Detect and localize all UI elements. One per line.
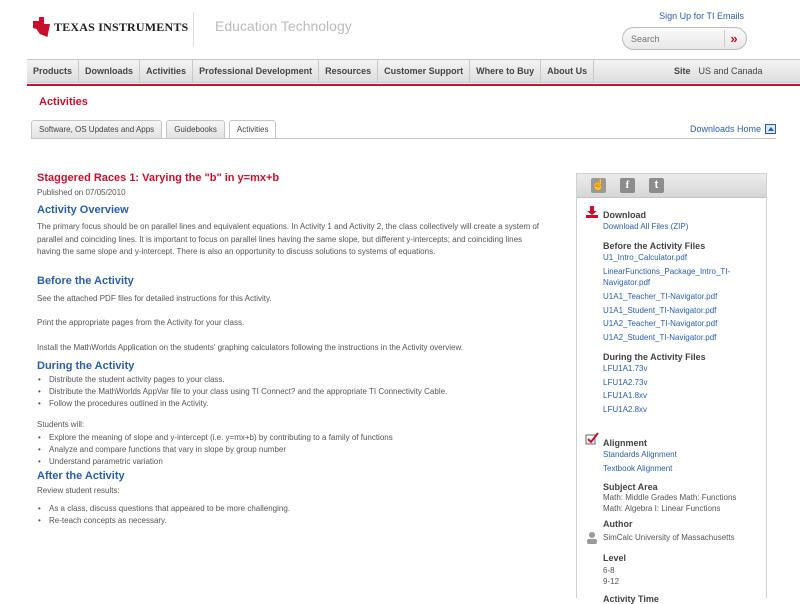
- activity-title: Staggered Races 1: Varying the "b" in y=mx+b: [37, 172, 280, 184]
- list-item: • Follow the procedures outlined in the Activity.: [37, 398, 542, 410]
- file-link[interactable]: LFU1A2.8xv: [603, 404, 648, 414]
- like-icon[interactable]: ☝: [591, 179, 606, 191]
- site-value: US and Canada: [698, 66, 763, 76]
- download-section: [603, 210, 753, 416]
- download-icon: [585, 205, 599, 219]
- overview-text: The primary focus should be on parallel lines and equivalent equations. In Activity 1 and Activity 2, the class collectively will create a system of parallel and coinciding lines. It is important to focus on parallel lines having the same slope, but different y-intercepts; and coinciding lines having the same slope and y-intercept. There is also an opportunity to discuss solutions to systems of equations.: [37, 222, 540, 256]
- subject-heading: Subject Area: [603, 482, 658, 492]
- file-link[interactable]: LFU1A2.73v: [603, 377, 648, 387]
- site-selector[interactable]: [674, 60, 763, 82]
- nav-activities[interactable]: Activities: [140, 60, 193, 82]
- list-item: • Distribute the MathWorlds AppVar file to your class using TI Connect? and the appropriate TI Connectivity Cable.: [37, 386, 542, 398]
- overview-heading: Activity Overview: [37, 204, 129, 216]
- ti-logo-icon: [33, 17, 50, 37]
- main-nav: [27, 59, 800, 83]
- file-link[interactable]: LinearFunctions_Package_Intro_TI-Navigator.pdf: [603, 267, 731, 287]
- before-para-2: Print the appropriate pages from the Activity for your class.: [37, 318, 245, 327]
- tab-bar: [31, 120, 280, 139]
- file-link[interactable]: U1A2_Student_TI-Navigator.pdf: [603, 332, 717, 342]
- home-icon: [765, 124, 776, 134]
- tab-software-os-updates[interactable]: Software, OS Updates and Apps: [31, 120, 162, 138]
- alignment-section: [603, 438, 736, 604]
- site-label: Site: [674, 66, 691, 76]
- activity-time-heading: Activity Time: [603, 594, 659, 604]
- download-all-link[interactable]: Download All Files (ZIP): [603, 222, 689, 231]
- nav-resources[interactable]: Resources: [319, 60, 378, 82]
- section-title: Education Technology: [215, 18, 352, 34]
- download-heading: Download: [603, 210, 646, 220]
- activity-sidebar: [576, 173, 767, 604]
- facebook-icon[interactable]: f: [620, 178, 635, 193]
- published-date: Published on 07/05/2010: [37, 188, 126, 197]
- before-heading: Before the Activity: [37, 274, 134, 287]
- author-icon: [585, 531, 599, 545]
- students-will: Students will:: [37, 420, 85, 429]
- students-list: [37, 432, 542, 468]
- header-divider: [193, 12, 194, 46]
- tab-guidebooks[interactable]: Guidebooks: [166, 120, 225, 138]
- downloads-home-label: Downloads Home: [690, 124, 762, 134]
- list-item: • Distribute the student activity pages to your class.: [37, 374, 542, 386]
- nav-about-us[interactable]: About Us: [541, 60, 594, 82]
- nav-professional-development[interactable]: Professional Development: [193, 60, 319, 82]
- file-link[interactable]: LFU1A1.73v: [603, 364, 648, 373]
- standards-alignment-link[interactable]: Standards Alignment: [603, 450, 677, 459]
- after-text: Review student results:: [37, 485, 120, 495]
- ti-logo[interactable]: [33, 17, 188, 37]
- alignment-heading: Alignment: [603, 438, 647, 448]
- tab-activities[interactable]: Activities: [229, 120, 277, 139]
- search-box: [622, 27, 747, 50]
- nav-downloads[interactable]: Downloads: [79, 60, 140, 82]
- author-heading: Author: [603, 519, 633, 529]
- file-link[interactable]: U1_Intro_Calculator.pdf: [603, 252, 688, 262]
- list-item: • Re-teach concepts as necessary.: [37, 515, 542, 527]
- author-name: SimCalc University of Massachusetts: [603, 533, 735, 542]
- during-files-heading: During the Activity Files: [603, 352, 706, 362]
- tabs-divider: [31, 138, 776, 139]
- subject-item: Math: Middle Grades Math: Functions: [603, 493, 737, 502]
- level-item: 6-8: [603, 566, 615, 575]
- brand-name: TEXAS INSTRUMENTS: [54, 19, 189, 34]
- file-link[interactable]: LFU1A1.8xv: [603, 391, 648, 400]
- nav-underline: [27, 84, 800, 86]
- file-link[interactable]: U1A1_Teacher_TI-Navigator.pdf: [603, 292, 718, 301]
- activity-content: [37, 172, 542, 527]
- after-heading: After the Activity: [37, 469, 125, 482]
- before-para-3: Install the MathWorlds Application on the students' graphing calculators following the instructions in the Activity overview.: [37, 342, 464, 352]
- file-link[interactable]: U1A1_Student_TI-Navigator.pdf: [603, 305, 717, 315]
- after-list: [37, 503, 542, 527]
- during-list: [37, 374, 542, 410]
- downloads-home-link[interactable]: [690, 124, 776, 134]
- list-item: • As a class, discuss questions that appeared to be more challenging.: [37, 503, 542, 515]
- nav-customer-support[interactable]: Customer Support: [378, 60, 470, 82]
- search-button[interactable]: »: [724, 30, 743, 47]
- page-title: Activities: [39, 96, 88, 108]
- search-input[interactable]: [631, 32, 721, 46]
- during-heading: During the Activity: [37, 360, 135, 372]
- nav-where-to-buy[interactable]: Where to Buy: [470, 60, 541, 82]
- level-heading: Level: [603, 553, 627, 563]
- subject-item: Math: Algebra I: Linear Functions: [603, 504, 721, 513]
- file-link[interactable]: U1A2_Teacher_TI-Navigator.pdf: [603, 319, 718, 328]
- before-files-heading: Before the Activity Files: [603, 240, 706, 251]
- list-item: • Explore the meaning of slope and y-intercept (i.e. y=mx+b) by contributing to a family of functions: [37, 432, 542, 444]
- share-bar: [577, 174, 766, 198]
- textbook-alignment-link[interactable]: Textbook Alignment: [603, 463, 673, 473]
- twitter-icon[interactable]: t: [649, 178, 664, 193]
- nav-products[interactable]: Products: [27, 60, 79, 82]
- level-item: 9-12: [603, 577, 620, 586]
- list-item: • Analyze and compare functions that vary in slope by group number: [37, 444, 542, 456]
- site-header: [0, 0, 800, 58]
- before-para-1: See the attached PDF files for detailed instructions for this Activity.: [37, 293, 272, 303]
- signup-link[interactable]: Sign Up for TI Emails: [659, 11, 744, 21]
- checkbox-icon: [585, 432, 599, 445]
- list-item: • Understand parametric variation: [37, 456, 542, 468]
